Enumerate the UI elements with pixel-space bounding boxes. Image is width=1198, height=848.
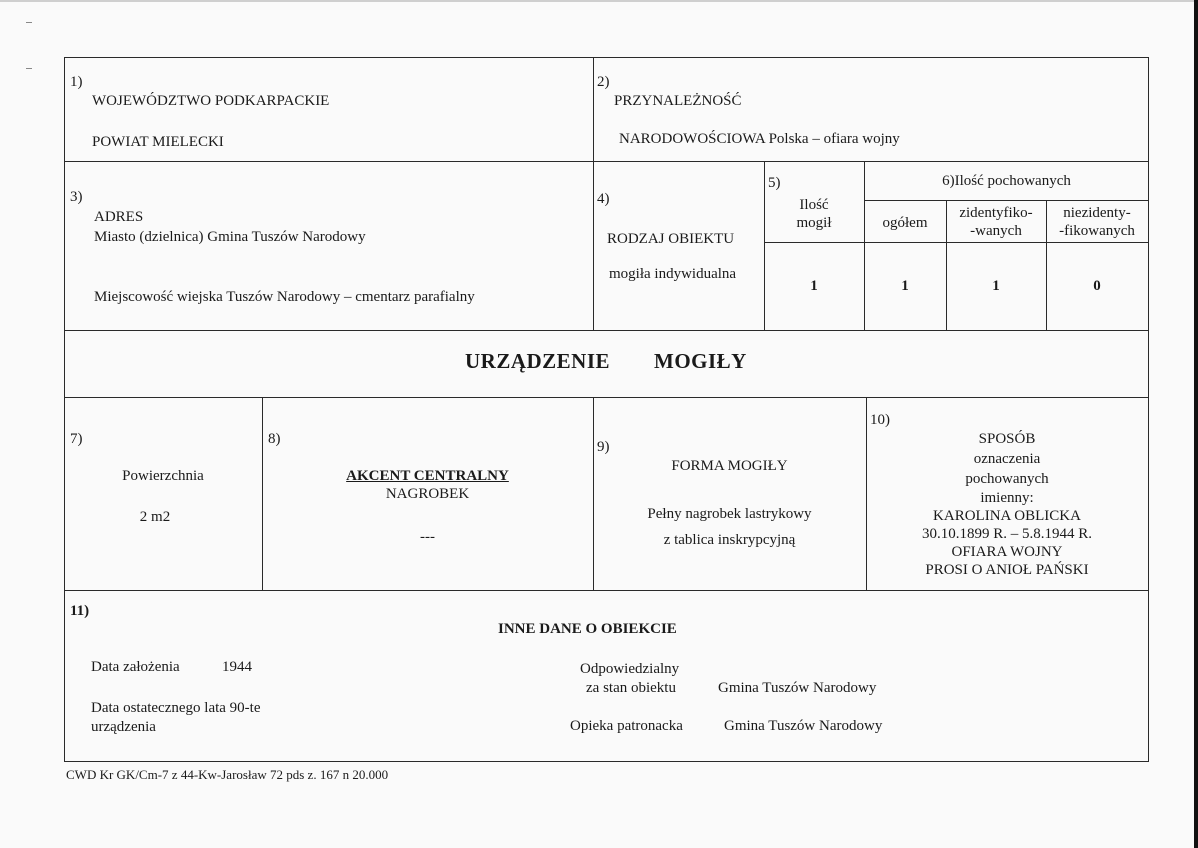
scan-top-edge bbox=[0, 0, 1198, 2]
scan-right-edge bbox=[1194, 0, 1198, 848]
values-divider bbox=[764, 242, 1149, 243]
central-accent-label: AKCENT CENTRALNY bbox=[346, 468, 509, 484]
frame-right bbox=[1148, 57, 1149, 762]
title-word-1: URZĄDZENIE bbox=[465, 349, 611, 373]
marking-line-6: 30.10.1899 R. – 5.8.1944 R. bbox=[921, 526, 1092, 542]
graves-count-label-2: mogił bbox=[796, 215, 832, 231]
county-value: POWIAT MIELECKI bbox=[92, 134, 224, 150]
central-accent-sub: NAGROBEK bbox=[385, 486, 470, 502]
form-footer-code: CWD Kr GK/Cm-7 z 44-Kw-Jarosław 72 pds z. 167 n 20.000 bbox=[66, 767, 389, 782]
grave-form-value-1: Pełny nagrobek lastrykowy bbox=[647, 506, 812, 522]
responsible-value: Gmina Tuszów Narodowy bbox=[718, 680, 877, 696]
scan-mark bbox=[26, 22, 32, 23]
address-city: Miasto (dzielnica) Gmina Tuszów Narodowy bbox=[94, 229, 366, 245]
marking-line-5: KAROLINA OBLICKA bbox=[933, 508, 1081, 524]
section1-number: 1) bbox=[70, 74, 83, 90]
grave-form-label: FORMA MOGIŁY bbox=[671, 458, 788, 474]
grave-form-value-2: z tablica inskrypcyjną bbox=[663, 532, 796, 548]
last-arranged-label-1: Data ostatecznego lata 90-te bbox=[91, 700, 261, 716]
frame-left bbox=[64, 57, 65, 762]
buried-total-value: 1 bbox=[901, 278, 909, 294]
graves-count-label-1: Ilość bbox=[799, 197, 829, 213]
founded-label: Data założenia bbox=[91, 659, 180, 675]
address-label: ADRES bbox=[94, 209, 144, 225]
voivodeship-value: WOJEWÓDZTWO PODKARPACKIE bbox=[92, 93, 330, 109]
section5-number: 5) bbox=[768, 175, 781, 191]
graves-count-value: 1 bbox=[810, 278, 818, 294]
responsible-label-2: za stan obiektu bbox=[586, 680, 676, 696]
marking-line-1: SPOSÓB bbox=[978, 431, 1036, 447]
section3-number: 3) bbox=[70, 189, 83, 205]
frame-top bbox=[64, 57, 1149, 58]
section8-number: 8) bbox=[268, 431, 281, 447]
patronage-label: Opieka patronacka bbox=[570, 718, 683, 734]
buried-count-header: 6)Ilość pochowanych bbox=[942, 173, 1071, 189]
central-accent-value: --- bbox=[420, 529, 435, 545]
object-type-value: mogiła indywidualna bbox=[609, 266, 737, 282]
frame-bottom bbox=[64, 761, 1149, 762]
patronage-value: Gmina Tuszów Narodowy bbox=[724, 718, 883, 734]
row1-divider bbox=[64, 161, 1149, 162]
section11-number: 11) bbox=[70, 603, 90, 619]
section9-number: 9) bbox=[597, 439, 610, 455]
buried-unidentified-label-2: -fikowanych bbox=[1059, 223, 1135, 239]
buried-identified-label-1: zidentyfiko- bbox=[959, 205, 1033, 221]
col-divider-4-5 bbox=[764, 161, 765, 330]
last-arranged-label-2: urządzenia bbox=[91, 719, 156, 735]
marking-line-4: imienny: bbox=[980, 490, 1034, 506]
col-divider-1-2 bbox=[593, 57, 594, 330]
area-value: 2 m2 bbox=[139, 509, 171, 525]
section2-number: 2) bbox=[597, 74, 610, 90]
buried-unidentified-label-1: niezidenty- bbox=[1063, 205, 1131, 221]
col-divider-8-9 bbox=[593, 397, 594, 590]
marking-line-7: OFIARA WOJNY bbox=[951, 544, 1063, 560]
nationality-label: PRZYNALEŻNOŚĆ bbox=[614, 93, 742, 109]
other-data-title: INNE DANE O OBIEKCIE bbox=[498, 621, 677, 637]
founded-value: 1944 bbox=[222, 659, 252, 675]
section10-number: 10) bbox=[870, 412, 890, 428]
nationality-value: NARODOWOŚCIOWA Polska – ofiara wojny bbox=[619, 131, 900, 147]
marking-line-2: oznaczenia bbox=[973, 451, 1041, 467]
object-type-label: RODZAJ OBIEKTU bbox=[607, 231, 735, 247]
area-label: Powierzchnia bbox=[122, 468, 204, 484]
buried-total-label: ogółem bbox=[882, 215, 928, 231]
responsible-label-1: Odpowiedzialny bbox=[580, 661, 680, 677]
buried-identified-label-2: -wanych bbox=[970, 223, 1022, 239]
marking-line-8: PROSI O ANIOŁ PAŃSKI bbox=[925, 562, 1089, 578]
scan-mark bbox=[26, 68, 32, 69]
section4-number: 4) bbox=[597, 191, 610, 207]
address-village: Miejscowość wiejska Tuszów Narodowy – cmentarz parafialny bbox=[94, 289, 475, 305]
row2-divider bbox=[64, 330, 1149, 331]
marking-line-3: pochowanych bbox=[965, 471, 1049, 487]
title-word-2: MOGIŁY bbox=[654, 349, 747, 373]
header6-divider bbox=[864, 200, 1149, 201]
buried-unidentified-value: 0 bbox=[1093, 278, 1101, 294]
buried-identified-value: 1 bbox=[992, 278, 1000, 294]
title-divider bbox=[64, 397, 1149, 398]
row4-divider bbox=[64, 590, 1149, 591]
section7-number: 7) bbox=[70, 431, 83, 447]
